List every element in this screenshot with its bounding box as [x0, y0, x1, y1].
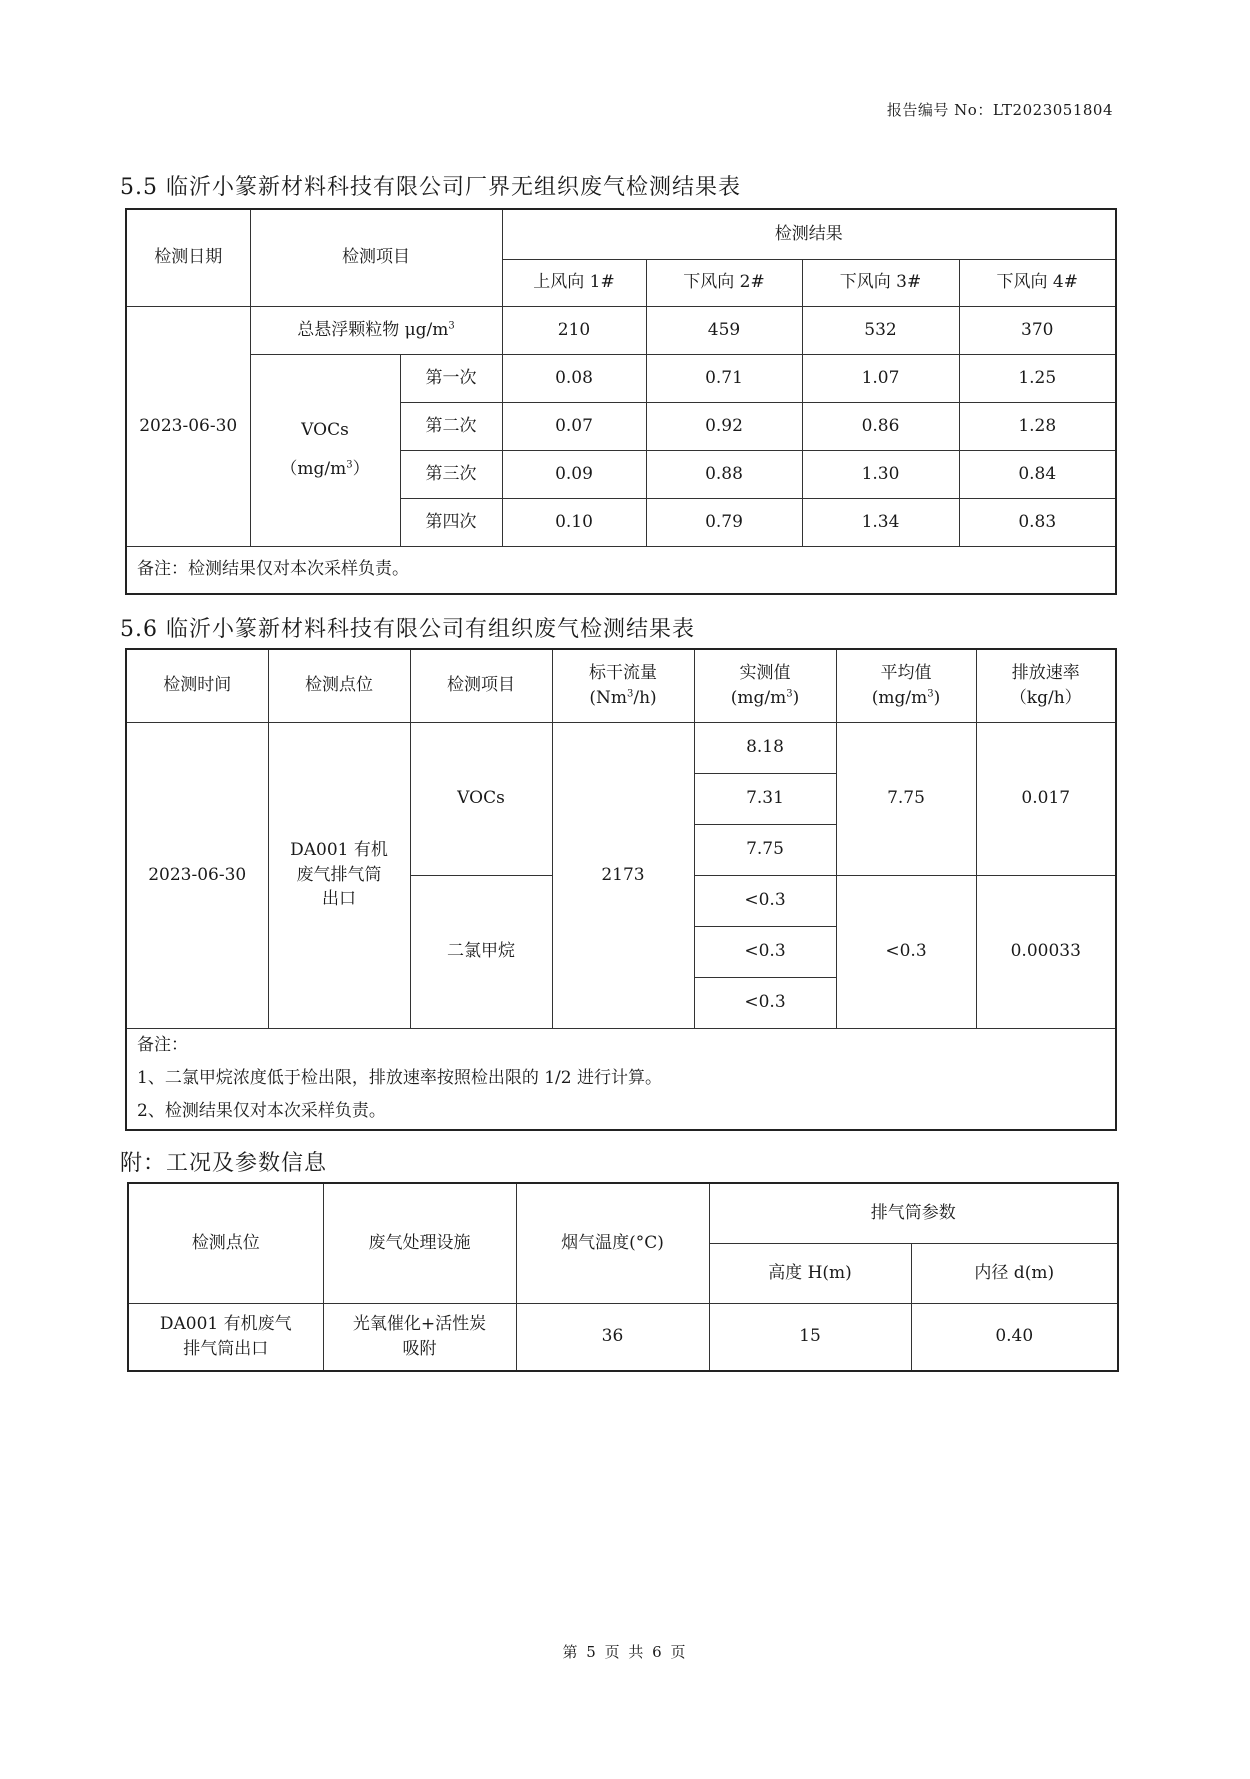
vocs-value: 0.86	[802, 402, 959, 450]
measured-value: 7.75	[694, 824, 836, 875]
vocs-value: 0.07	[502, 402, 646, 450]
temperature-value: 36	[516, 1303, 709, 1371]
header-measured: 实测值 $(mg/m^3)$	[694, 649, 836, 722]
round-label: 第四次	[400, 498, 502, 546]
section-56-note: 备注： 1、二氯甲烷浓度低于检出限，排放速率按照检出限的 1/2 进行计算。 2、检测结果仅对本次采样负责。	[126, 1028, 1116, 1130]
section-56-title: 5.6 临沂小篆新材料科技有限公司有组织废气检测结果表	[120, 617, 695, 642]
sample-time: 2023-06-30	[126, 722, 268, 1028]
vocs-average: 7.75	[836, 722, 976, 875]
dcm-average: <0.3	[836, 875, 976, 1028]
unorganized-emission-table	[125, 208, 1117, 595]
header-height: 高度 H(m)	[709, 1243, 911, 1303]
vocs-item: VOCs	[410, 722, 552, 875]
sample-point: DA001 有机 废气排气筒 出口	[268, 722, 410, 1028]
facility-value: 光氧催化+活性炭 吸附	[323, 1303, 516, 1371]
dcm-item: 二氯甲烷	[410, 875, 552, 1028]
organized-emission-table	[125, 648, 1117, 1131]
vocs-value: 1.25	[959, 354, 1116, 402]
header-results: 检测结果	[502, 209, 1116, 259]
round-label: 第二次	[400, 402, 502, 450]
tsp-value: 532	[802, 306, 959, 354]
header-point-2: 下风向 2#	[646, 259, 802, 306]
tsp-value: 370	[959, 306, 1116, 354]
round-label: 第三次	[400, 450, 502, 498]
vocs-value: 0.08	[502, 354, 646, 402]
section-55-note: 备注：检测结果仅对本次采样负责。	[126, 546, 1116, 594]
header-point: 检测点位	[128, 1183, 323, 1303]
vocs-rate: 0.017	[976, 722, 1116, 875]
tsp-label: 总悬浮颗粒物 $\mu g/m^3$	[250, 306, 502, 354]
measured-value: <0.3	[694, 926, 836, 977]
tsp-value: 459	[646, 306, 802, 354]
vocs-value: 0.84	[959, 450, 1116, 498]
header-item: 检测项目	[250, 209, 502, 306]
vocs-value: 0.09	[502, 450, 646, 498]
measured-value: <0.3	[694, 875, 836, 926]
vocs-value: 0.92	[646, 402, 802, 450]
dcm-rate: 0.00033	[976, 875, 1116, 1028]
header-facility: 废气处理设施	[323, 1183, 516, 1303]
section-55-title: 5.5 临沂小篆新材料科技有限公司厂界无组织废气检测结果表	[120, 175, 741, 200]
header-date: 检测日期	[126, 209, 250, 306]
header-rate: 排放速率 （kg/h）	[976, 649, 1116, 722]
header-point: 检测点位	[268, 649, 410, 722]
header-flow: 标干流量 (Nm$^3$/h)	[552, 649, 694, 722]
page-footer: 第 5 页 共 6 页	[562, 1643, 688, 1661]
measured-value: <0.3	[694, 977, 836, 1028]
header-point-4: 下风向 4#	[959, 259, 1116, 306]
measured-value: 8.18	[694, 722, 836, 773]
header-point-1: 上风向 1#	[502, 259, 646, 306]
point-value: DA001 有机废气 排气筒出口	[128, 1303, 323, 1371]
vocs-value: 1.07	[802, 354, 959, 402]
vocs-value: 1.34	[802, 498, 959, 546]
header-point-3: 下风向 3#	[802, 259, 959, 306]
parameter-table	[127, 1182, 1119, 1372]
vocs-value: 0.79	[646, 498, 802, 546]
header-average: 平均值 $(mg/m^3)$	[836, 649, 976, 722]
vocs-value: 0.10	[502, 498, 646, 546]
appendix-title: 附：工况及参数信息	[120, 1151, 328, 1176]
vocs-value: 0.83	[959, 498, 1116, 546]
height-value: 15	[709, 1303, 911, 1371]
sample-date: 2023-06-30	[126, 306, 250, 546]
header-diameter: 内径 d(m)	[911, 1243, 1118, 1303]
tsp-value: 210	[502, 306, 646, 354]
header-stack: 排气筒参数	[709, 1183, 1118, 1243]
vocs-label: VOCs $(mg/m^3)$	[250, 354, 400, 546]
round-label: 第一次	[400, 354, 502, 402]
vocs-value: 0.88	[646, 450, 802, 498]
diameter-value: 0.40	[911, 1303, 1118, 1371]
measured-value: 7.31	[694, 773, 836, 824]
header-time: 检测时间	[126, 649, 268, 722]
header-item: 检测项目	[410, 649, 552, 722]
flow-value: 2173	[552, 722, 694, 1028]
vocs-value: 1.30	[802, 450, 959, 498]
vocs-value: 0.71	[646, 354, 802, 402]
report-number: 报告编号 No：LT2023051804	[886, 101, 1113, 119]
vocs-value: 1.28	[959, 402, 1116, 450]
header-temperature: 烟气温度(°C)	[516, 1183, 709, 1303]
